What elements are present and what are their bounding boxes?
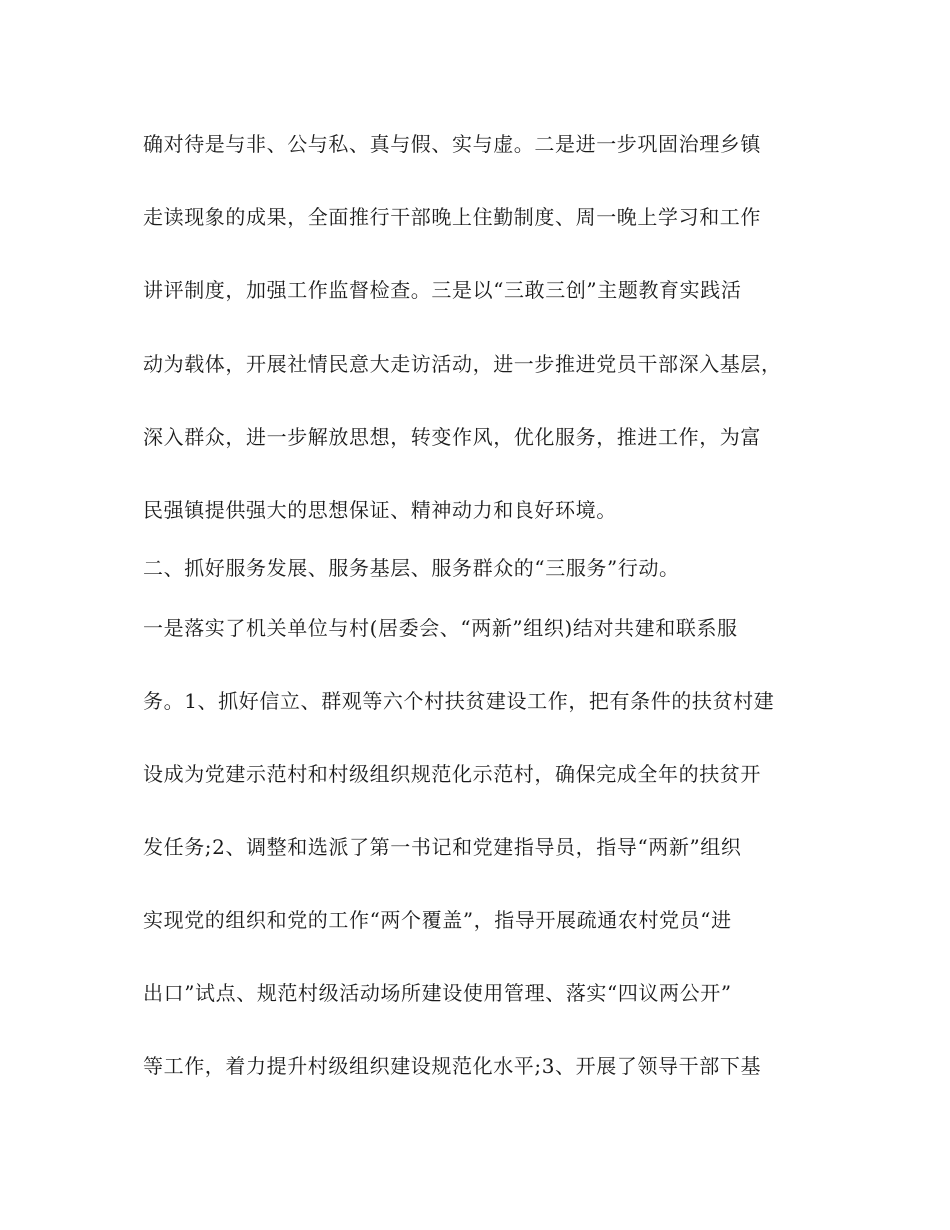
body-text-line: 等工作，着力提升村级组织建设规范化水平;3、开展了领导干部下基: [143, 1054, 762, 1078]
body-text-line: 一是落实了机关单位与村(居委会、“两新”组织)结对共建和联系服: [143, 616, 738, 640]
body-text-line: 设成为党建示范村和村级组织规范化示范村，确保完成全年的扶贫开: [143, 762, 761, 786]
body-text-line: 发任务;2、调整和选派了第一书记和党建指导员，指导“两新”组织: [143, 835, 742, 859]
body-text-line: 民强镇提供强大的思想保证、精神动力和良好环境。: [143, 498, 617, 522]
body-text-line: 深入群众，进一步解放思想，转变作风，优化服务，推进工作，为富: [143, 425, 761, 449]
body-text-line: 务。1、抓好信立、群观等六个村扶贫建设工作，把有条件的扶贫村建: [143, 689, 775, 713]
body-text-line: 动为载体，开展社情民意大走访活动，进一步推进党员干部深入基层，: [143, 352, 782, 376]
body-text-line: 实现党的组织和党的工作“两个覆盖”，指导开展疏通农村党员“进: [143, 908, 732, 932]
body-text-line: 走读现象的成果，全面推行干部晚上住勤制度、周一晚上学习和工作: [143, 205, 761, 229]
section-heading: 二、抓好服务发展、服务基层、服务群众的“三服务”行动。: [143, 556, 680, 580]
body-text-line: 确对待是与非、公与私、真与假、实与虚。二是进一步巩固治理乡镇: [143, 132, 761, 156]
body-text-line: 讲评制度，加强工作监督检查。三是以“三敢三创”主题教育实践活: [143, 278, 742, 302]
body-text-line: 出口”试点、规范村级活动场所建设使用管理、落实“四议两公开”: [143, 981, 732, 1005]
